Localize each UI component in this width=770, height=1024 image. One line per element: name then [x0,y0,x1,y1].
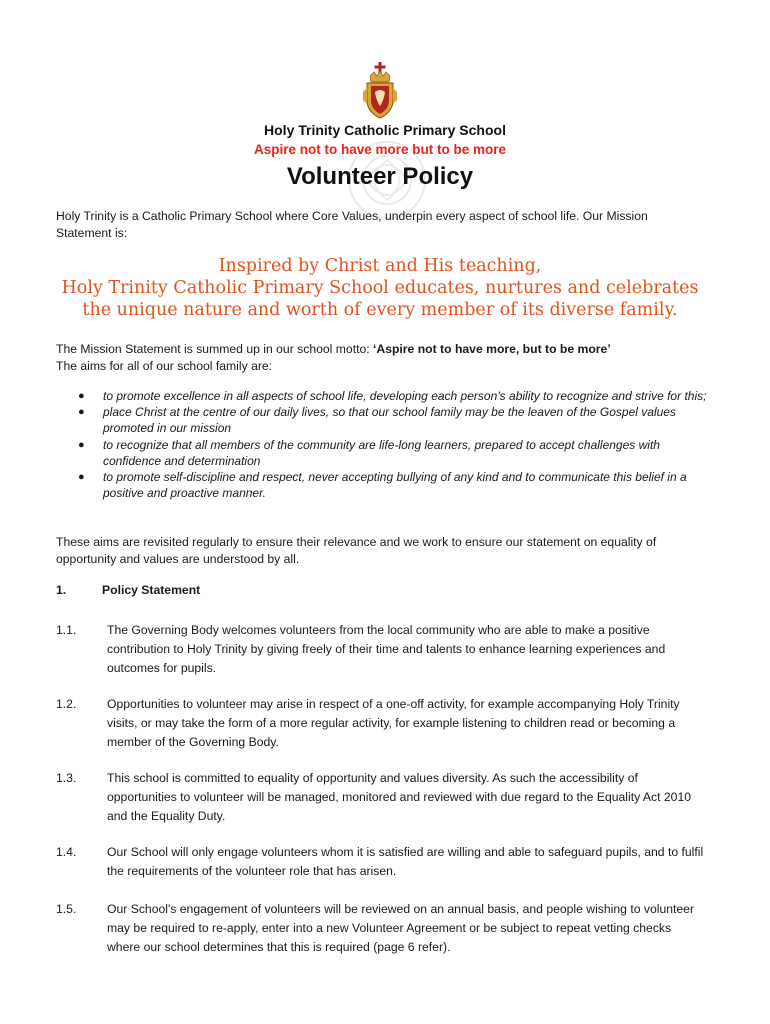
intro-paragraph: Holy Trinity is a Catholic Primary School where Core Values, underpin every aspect of school life. Our Mission Statement is: [56,209,648,240]
school-name: Holy Trinity Catholic Primary School [264,122,506,138]
bullet-icon: ● [78,438,85,451]
clause-number: 1.4. [56,845,77,859]
mission-line-2: Holy Trinity Catholic Primary School educates, nurtures and celebrates [61,278,699,298]
bullet-icon: ● [78,390,85,402]
clause-text: Our School's engagement of volunteers will be reviewed on an annual basis, and people wishing to volunteer may be required to re-apply, enter into a new Volunteer Agreement or be subject to repeat vetting checks where our school determines that this is required (page 6 refer). [107,902,695,954]
clause-text: Opportunities to volunteer may arise in respect of a one-off activity, for example accompanying Holy Trinity visits, or may take the form of a more regular activity, for example listening to children read or becoming a member of the Governing Body. [107,697,680,749]
school-motto: Aspire not to have more but to be more [253,142,507,157]
page-title: Volunteer Policy [286,163,474,190]
aims-revisit-paragraph: These aims are revisited regularly to ensure their relevance and we work to ensure our statement on equality of opportunity and values are understood by all. [56,535,657,566]
bullet-icon: ● [78,406,85,419]
clause-number: 1.5. [56,902,77,916]
motto-quote: ‘Aspire not to have more, but to be more’ [373,342,611,356]
clause-number: 1.1. [56,623,77,637]
motto-summary [56,341,716,375]
clause-number: 1.3. [56,771,77,785]
aim-item: ● to promote excellence in all aspects of school life, developing each person’s ability to recognize and strive for this; [78,389,707,403]
aims-intro: The aims for all of our school family are: [56,359,273,373]
clause-text: This school is committed to equality of opportunity and values diversity. As such the accessibility of opportunities to volunteer will be managed, monitored and reviewed with due regard to the Equality Act 2010 and the Equality Duty. [107,771,692,823]
mission-line-1: Inspired by Christ and His teaching, [218,256,542,276]
clause-number: 1.2. [56,697,77,711]
section-title: Policy Statement [102,583,201,597]
aim-item: ● to promote self-discipline and respect, never accepting bullying of any kind and to communicate this belief in a positive and proactive manner. [78,470,687,501]
section-number: 1. [56,583,67,597]
mission-line-3: the unique nature and worth of every member of its diverse family. [82,300,678,320]
bullet-icon: ● [78,471,85,484]
aim-item: ● place Christ at the centre of our daily lives, so that our school family may be the leaven of the Gospel values promoted in our mission [78,405,676,436]
clause-text: Our School will only engage volunteers whom it is satisfied are willing and able to safeguard pupils, and to fulfil the requirements of the volunteer role that has arisen. [107,845,704,878]
aims-list [56,388,716,501]
mission-statement [60,255,700,321]
clause-text: The Governing Body welcomes volunteers from the local community who are able to make a positive contribution to Holy Trinity by giving freely of their time and talents to enhance learning experiences and outcomes for pupils. [107,623,666,675]
motto-summary-prefix: The Mission Statement is summed up in our school motto: [56,342,374,356]
aim-item: ● to recognize that all members of the community are life-long learners, prepared to accept challenges with confidence and determination [78,437,660,468]
school-crest-icon [362,62,398,120]
